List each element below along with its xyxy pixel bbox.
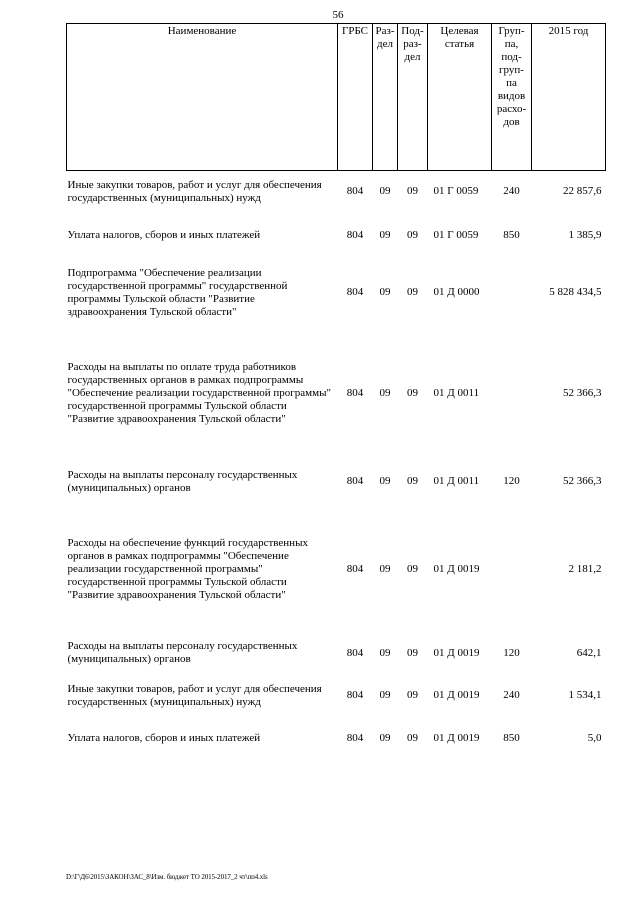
column-header-vid-text: Груп- па, под- груп- па видов расхо- дов (496, 25, 527, 128)
row-sum-cell: 52 366,3 (563, 387, 602, 399)
row-tselevaya-cell: 01 Г 0059 (433, 229, 479, 241)
row-tselevaya-cell: 01 Д 0011 (433, 475, 480, 487)
row-grbs-cell: 804 (346, 387, 364, 399)
table-row (67, 171, 606, 213)
row-podrazdel-cell: 09 (407, 286, 418, 298)
row-spacer (67, 213, 606, 223)
row-sum-cell: 5,0 (587, 732, 602, 744)
row-podrazdel-cell: 09 (407, 185, 418, 198)
row-podrazdel-cell: 09 (407, 387, 418, 399)
table-row (67, 521, 606, 619)
row-name-cell: Расходы на выплаты персоналу государственных (муниципальных) органов (67, 640, 298, 665)
column-header-name: Наименование (67, 24, 338, 171)
table-row (67, 223, 606, 249)
table-body (67, 171, 606, 754)
row-spacer (67, 249, 606, 259)
column-header-year: 2015 год (532, 24, 606, 171)
row-spacer-cell (67, 619, 606, 637)
column-header-tselevaya-text: Целевая статья (440, 25, 479, 50)
row-grbs-cell: 804 (346, 689, 364, 701)
row-sum-cell: 1 385,9 (568, 229, 602, 241)
row-sum-cell: 2 181,2 (568, 563, 602, 575)
table-row (67, 674, 606, 718)
row-spacer-cell (67, 213, 606, 223)
row-razdel-cell: 09 (379, 646, 391, 659)
row-vid-cell (492, 521, 532, 619)
row-grbs-cell: 804 (346, 732, 364, 744)
column-header-razdel-text: Раз- дел (375, 25, 395, 50)
row-razdel-cell: 09 (379, 563, 391, 575)
row-spacer-cell (67, 443, 606, 461)
row-podrazdel-cell: 09 (407, 229, 418, 241)
row-podrazdel-cell: 09 (407, 563, 418, 575)
row-spacer (67, 503, 606, 521)
row-tselevaya-cell: 01 Д 0019 (433, 646, 480, 659)
row-sum-cell: 642,1 (576, 646, 602, 659)
budget-table (66, 23, 606, 754)
row-razdel-cell: 09 (379, 185, 391, 198)
row-tselevaya-cell: 01 Д 0019 (433, 563, 480, 575)
page-number: 56 (332, 9, 344, 21)
column-header-razdel (373, 24, 398, 171)
row-grbs-cell: 804 (346, 646, 364, 659)
footer-file-path: D:\Г\Д6\2015\ЗАКОН\ЗАС_8\Изм. бюджет ТО 2015-2017_2 чт\пп4.xls (66, 873, 268, 881)
table-row (67, 461, 606, 503)
column-header-vid (492, 24, 532, 171)
row-spacer (67, 327, 606, 345)
column-header-podrazdel-text: Под- раз- дел (401, 25, 424, 63)
row-vid-cell: 240 (503, 185, 520, 198)
row-vid-cell (492, 345, 532, 443)
column-header-tselevaya (428, 24, 492, 171)
row-razdel-cell: 09 (379, 286, 391, 298)
row-tselevaya-cell: 01 Д 0011 (433, 387, 480, 399)
row-spacer-cell (67, 327, 606, 345)
row-podrazdel-cell: 09 (407, 732, 418, 744)
row-vid-cell: 850 (503, 732, 520, 744)
row-name-cell: Уплата налогов, сборов и иных платежей (67, 229, 261, 241)
row-spacer-cell (67, 503, 606, 521)
row-podrazdel-cell: 09 (407, 689, 418, 701)
row-razdel-cell: 09 (379, 387, 391, 399)
row-name-cell: Иные закупки товаров, работ и услуг для обеспечения государственных (муниципальных) нужд (67, 178, 322, 204)
table-row (67, 724, 606, 754)
column-header-grbs: ГРБС (338, 24, 373, 171)
row-grbs-cell: 804 (346, 475, 364, 487)
row-spacer (67, 443, 606, 461)
row-name-cell: Расходы на выплаты по оплате труда работников государственных органов в рамках подпрограммы "Обеспечение реализации государственной программы" государственной программы Тульской области "Развитие здравоохранения Тульской области" (67, 361, 331, 425)
row-grbs-cell: 804 (346, 229, 364, 241)
row-sum-cell: 52 366,3 (563, 475, 602, 487)
row-vid-cell: 850 (503, 229, 520, 241)
row-vid-cell: 120 (503, 475, 520, 487)
row-name-cell: Иные закупки товаров, работ и услуг для обеспечения государственных (муниципальных) нужд (67, 682, 322, 708)
row-sum-cell: 1 534,1 (568, 689, 602, 701)
row-name-cell: Расходы на обеспечение функций государственных органов в рамках подпрограммы "Обеспечение реализации государственной программы" государственной программы Тульской области "Развитие здравоохранения Тульской области" (67, 537, 308, 601)
row-vid-cell: 120 (503, 646, 520, 659)
row-vid-cell (492, 259, 532, 327)
row-sum-cell: 22 857,6 (563, 185, 602, 198)
table-row (67, 345, 606, 443)
row-spacer-cell (67, 249, 606, 259)
row-razdel-cell: 09 (379, 732, 391, 744)
table-row (67, 259, 606, 327)
row-podrazdel-cell: 09 (407, 475, 418, 487)
row-razdel-cell: 09 (379, 229, 391, 241)
row-grbs-cell: 804 (346, 563, 364, 575)
row-tselevaya-cell: 01 Д 0019 (433, 732, 480, 744)
row-name-cell: Уплата налогов, сборов и иных платежей (67, 732, 261, 744)
row-podrazdel-cell: 09 (407, 646, 418, 659)
row-grbs-cell: 804 (346, 185, 364, 198)
row-tselevaya-cell: 01 Г 0059 (433, 185, 479, 198)
row-razdel-cell: 09 (379, 689, 391, 701)
row-name-cell: Расходы на выплаты персоналу государственных (муниципальных) органов (67, 468, 298, 494)
column-header-podrazdel (398, 24, 428, 171)
row-tselevaya-cell: 01 Д 0000 (433, 286, 480, 298)
row-name-cell: Подпрограмма "Обеспечение реализации государственной программы" государственной программы Тульской области "Развитие здравоохранения Тульской области" (67, 266, 288, 318)
row-razdel-cell: 09 (379, 475, 391, 487)
row-vid-cell: 240 (503, 689, 520, 701)
row-tselevaya-cell: 01 Д 0019 (433, 689, 480, 701)
row-grbs-cell: 804 (346, 286, 364, 298)
table-row (67, 637, 606, 670)
row-spacer (67, 619, 606, 637)
row-sum-cell: 5 828 434,5 (549, 286, 602, 298)
table-header-row (67, 24, 606, 171)
